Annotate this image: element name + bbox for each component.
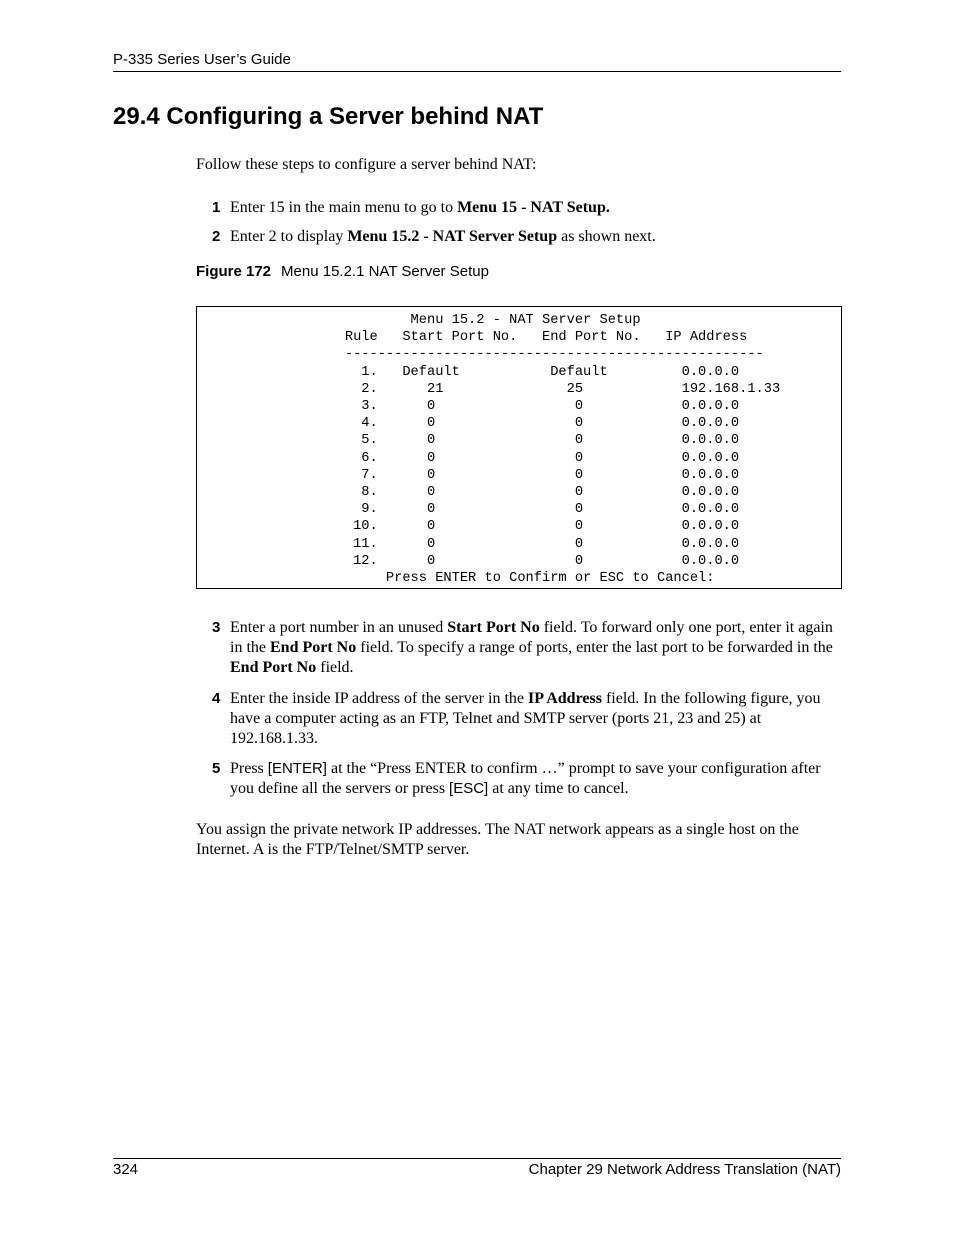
- table-row: 8. 0 0 0.0.0.0: [197, 485, 740, 501]
- chapter-title: Chapter 29 Network Address Translation (NAT): [528, 1161, 841, 1178]
- step-5: 5 Press [ENTER] at the “Press ENTER to confirm …” prompt to save your configuration after you define all the servers or press [ESC] at any time to cancel.: [212, 760, 821, 797]
- step-3: 3 Enter a port number in an unused Start Port No field. To forward only one port, enter it again in the End Port No field. To specify a range of ports, enter the last port to be forwarded in the End Port No field.: [212, 619, 833, 676]
- table-row: 12. 0 0 0.0.0.0: [197, 553, 740, 569]
- step-number: 5: [212, 760, 221, 777]
- table-row: 10. 0 0 0.0.0.0: [197, 519, 740, 535]
- screen-separator: ---------------------------------------------------: [197, 347, 764, 363]
- section-title: 29.4 Configuring a Server behind NAT: [113, 103, 544, 130]
- step-1: 1 Enter 15 in the main menu to go to Menu 15 - NAT Setup.: [212, 199, 610, 216]
- table-row: 7. 0 0 0.0.0.0: [197, 467, 740, 483]
- closing-paragraph: You assign the private network IP addresses. The NAT network appears as a single host on the Internet. A is the FTP/Telnet/SMTP server.: [196, 821, 799, 858]
- step-number: 4: [212, 690, 221, 707]
- page-number: 324: [113, 1161, 139, 1178]
- table-row: 6. 0 0 0.0.0.0: [197, 450, 740, 466]
- table-row: 2. 21 25 192.168.1.33: [197, 381, 781, 397]
- table-row: 1. Default Default 0.0.0.0: [197, 364, 740, 380]
- step-2: 2 Enter 2 to display Menu 15.2 - NAT Server Setup as shown next.: [212, 228, 656, 245]
- screen-prompt: Press ENTER to Confirm or ESC to Cancel:: [197, 571, 715, 587]
- nat-server-table: [197, 312, 780, 587]
- screen-title: Menu 15.2 - NAT Server Setup: [197, 313, 641, 328]
- figure-label: Figure 172: [196, 263, 272, 280]
- table-row: 3. 0 0 0.0.0.0: [197, 399, 740, 415]
- figure-caption: [196, 263, 489, 280]
- header-divider: [113, 71, 841, 72]
- terminal-screen: [196, 306, 842, 589]
- intro-paragraph: Follow these steps to configure a server behind NAT:: [196, 156, 537, 173]
- step-number: 2: [212, 228, 221, 245]
- running-header: P-335 Series User’s Guide: [113, 51, 291, 68]
- figure-caption-text: Menu 15.2.1 NAT Server Setup: [281, 263, 489, 280]
- step-number: 1: [212, 199, 221, 216]
- table-row: 5. 0 0 0.0.0.0: [197, 433, 740, 449]
- step-4: 4 Enter the inside IP address of the server in the IP Address field. In the following figure, you have a computer acting as an FTP, Telnet and SMTP server (ports 21, 23 and 25) at 192.168.1.33.: [212, 690, 821, 747]
- table-row: 9. 0 0 0.0.0.0: [197, 502, 740, 518]
- table-row: 11. 0 0 0.0.0.0: [197, 536, 740, 552]
- table-row: 4. 0 0 0.0.0.0: [197, 416, 740, 432]
- screen-header-row: Rule Start Port No. End Port No. IP Address: [197, 330, 748, 346]
- step-number: 3: [212, 619, 221, 636]
- footer-divider: [113, 1158, 841, 1159]
